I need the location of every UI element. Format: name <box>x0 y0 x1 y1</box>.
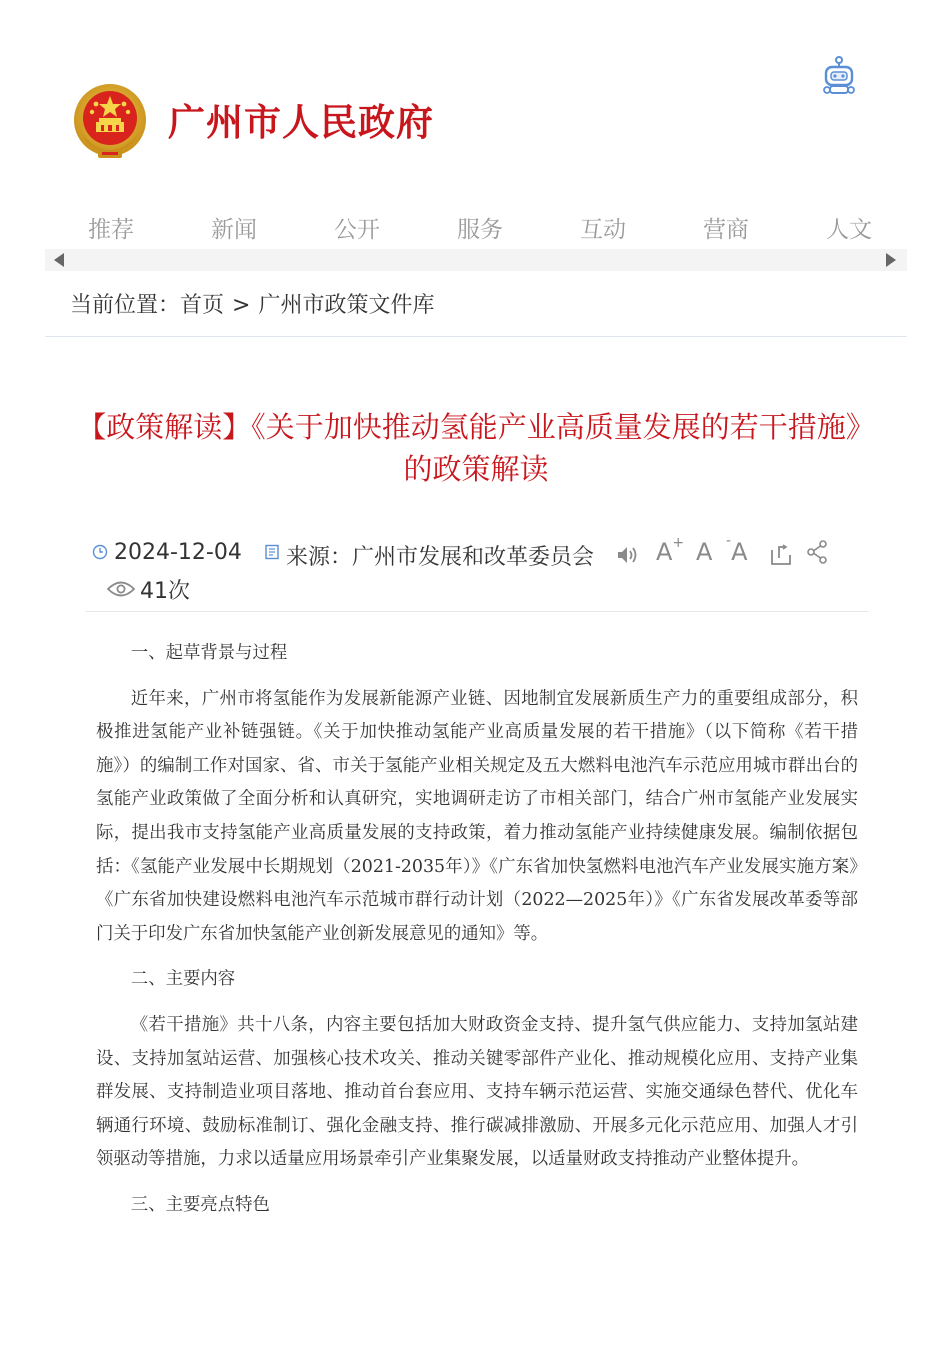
breadcrumb <box>70 288 434 319</box>
article-title: 【政策解读】《关于加快推动氢能产业高质量发展的若干措施》的政策解读 <box>77 410 875 486</box>
breadcrumb-divider <box>45 336 907 337</box>
font-normal-button[interactable]: A <box>696 538 713 566</box>
font-decrease-label: A <box>731 538 748 566</box>
nav-scrollbar[interactable] <box>45 249 907 271</box>
paragraph: 《若干措施》共十八条，内容主要包括加大财政资金支持、提升氢气供应能力、支持加氢站建设、支持加氢站运营、加强核心技术攻关、推动关键零部件产业化、推动规模化应用、支持产业集群发展、支持制造业项目落地、推动首台套应用、支持车辆示范运营、实施交通绿色替代、优化车辆通行环境、鼓励标准制订、强化金融支持、推行碳减排激励、开展多元化示范应用、加强人才引领驱动等措施，力求以适量应用场景牵引产业集聚发展，以适量财政支持推动产业整体提升。 <box>96 1014 858 1170</box>
section-heading: 二、主要内容 <box>130 969 236 990</box>
meta-divider <box>86 611 868 612</box>
nav-item-recommend[interactable]: 推荐 <box>88 217 134 243</box>
speaker-icon[interactable] <box>616 544 640 566</box>
paragraph: 近年来，广州市将氢能作为发展新能源产业链、因地制宜发展新质生产力的重要组成部分，积极推进氢能产业补链强链。《关于加快推动氢能产业高质量发展的若干措施》（以下简称《若干措施》）的编制工作对国家、省、市关于氢能产业相关规定及五大燃料电池汽车示范应用城市群出台的氢能产业政策做了全面分析和认真研究，实地调研走访了市相关部门，结合广州市氢能产业发展实际，提出我市支持氢能产业高质量发展的支持政策，着力推动氢能产业持续健康发展。编制依据包括：《氢能产业发展中长期规划（2021-2035年）》《广东省加快氢燃料电池汽车产业发展实施方案》《广东省加快建设燃料电池汽车示范城市群行动计划（2022—2025年）》《广东省发展改革委等部门关于印发广东省加快氢能产业创新发展意见的通知》等。 <box>96 688 858 944</box>
nav-item-culture[interactable]: 人文 <box>826 217 872 243</box>
article-meta <box>90 533 880 608</box>
main-nav <box>45 205 907 271</box>
arrow-left-icon[interactable] <box>51 251 67 269</box>
font-decrease-button[interactable] <box>726 533 748 566</box>
print-icon[interactable] <box>769 544 793 566</box>
nav-item-public[interactable]: 公开 <box>334 217 380 243</box>
eye-icon <box>106 580 136 598</box>
article-body <box>96 637 858 1235</box>
article-source: 来源：广州市发展和改革委员会 <box>286 545 595 570</box>
font-increase-label: A <box>656 538 673 566</box>
section-heading: 一、起草背景与过程 <box>130 643 288 663</box>
font-decrease-mark: - <box>726 533 732 549</box>
view-count: 41次 <box>140 579 190 604</box>
breadcrumb-separator: > <box>232 293 251 318</box>
nav-item-service[interactable]: 服务 <box>457 217 503 243</box>
nav-item-news[interactable]: 新闻 <box>211 217 257 243</box>
robot-icon[interactable] <box>821 56 857 96</box>
emblem-icon <box>68 82 152 164</box>
share-icon[interactable] <box>806 540 828 564</box>
font-increase-button[interactable] <box>656 535 685 566</box>
nav-item-interaction[interactable]: 互动 <box>580 217 626 243</box>
breadcrumb-label: 当前位置： <box>70 293 181 318</box>
clock-icon <box>92 544 108 560</box>
breadcrumb-current[interactable]: 广州市政策文件库 <box>258 293 435 318</box>
section-heading: 三、主要亮点特色 <box>130 1194 270 1215</box>
breadcrumb-home[interactable]: 首页 <box>180 293 225 318</box>
publish-date: 2024-12-04 <box>114 540 242 565</box>
site-title[interactable]: 广州市人民政府 <box>168 101 434 144</box>
document-icon <box>264 544 280 560</box>
arrow-right-icon[interactable] <box>883 251 899 269</box>
site-header <box>0 0 950 200</box>
nav-item-business[interactable]: 营商 <box>703 217 749 243</box>
font-increase-mark: + <box>672 535 685 551</box>
